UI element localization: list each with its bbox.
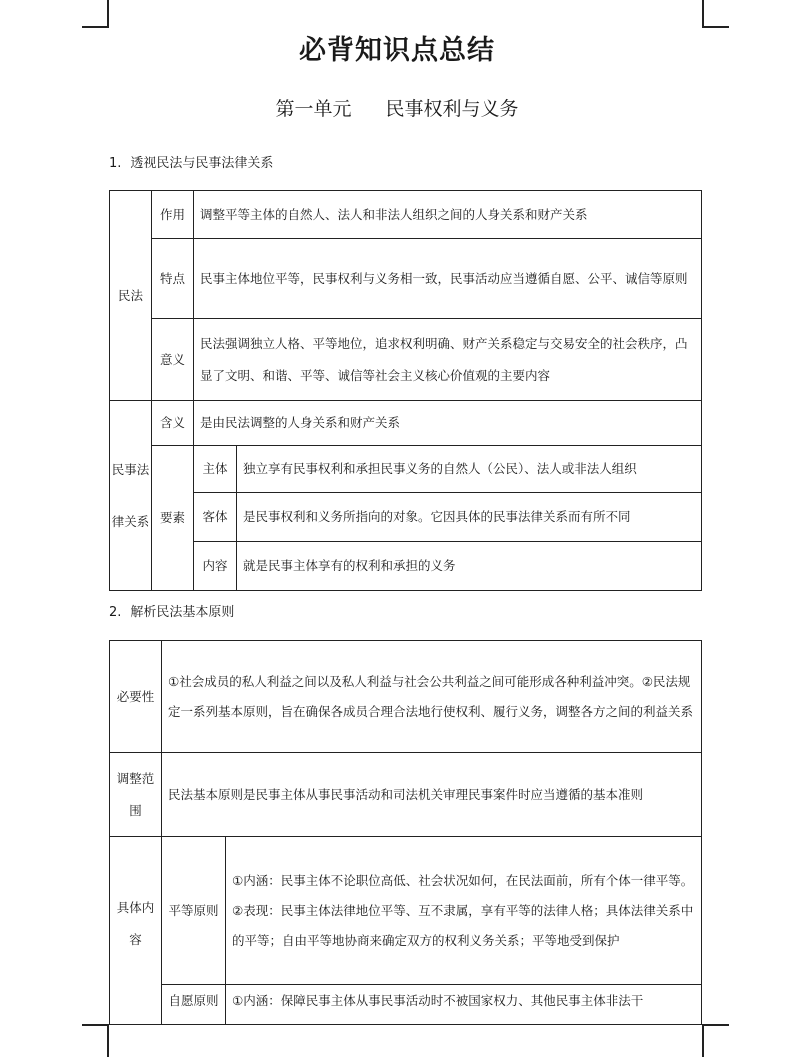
element-text: 就是民事主体享有的权利和承担的义务 (237, 542, 702, 591)
section-title: 解析民法基本原则 (130, 605, 235, 620)
row-text: 是由民法调整的人身关系和财产关系 (194, 401, 702, 446)
civil-law-table (109, 190, 702, 591)
crop-mark-bottom-right-h (702, 1024, 729, 1026)
section-heading-1 (109, 152, 273, 171)
crop-mark-bottom-right-v (702, 1026, 704, 1057)
row-key: 含义 (152, 401, 194, 446)
section-title: 透视民法与民事法律关系 (130, 156, 274, 171)
row-key (110, 753, 162, 837)
civil-principles-table (109, 640, 702, 1025)
section-number: 2. (109, 605, 122, 620)
unit-label: 第一单元 (275, 98, 352, 120)
row-text: 调整平等主体的自然人、法人和非法人组织之间的人身关系和财产关系 (194, 191, 702, 239)
element-text: 独立享有民事权利和承担民事义务的自然人（公民）、法人或非法人组织 (237, 446, 702, 493)
crop-mark-top-right-v (702, 0, 704, 26)
element-text: 是民事权利和义务所指向的对象。它因具体的民事法律关系而有所不同 (237, 493, 702, 542)
principle-text: ①内涵：民事主体不论职位高低、社会状况如何，在民法面前，所有个体一律平等。②表现：民事主体法律地位平等、互不隶属，享有平等的法律人格；具体法律关系中的平等；自由平等地协商来确定双方的权利义务关系；平等地受到保护 (226, 837, 702, 985)
crop-mark-bottom-left-v (107, 1026, 109, 1057)
row-key-elements: 要素 (152, 446, 194, 591)
element-key: 主体 (194, 446, 237, 493)
page-title: 必背知识点总结 (299, 35, 495, 66)
section-heading-2 (109, 601, 234, 620)
principle-name: 平等原则 (162, 837, 226, 985)
row-key: 作用 (152, 191, 194, 239)
element-key: 内容 (194, 542, 237, 591)
label-line: 民事法 (111, 461, 150, 477)
label-line: 律关系 (111, 513, 150, 529)
row-label-minfa: 民法 (110, 191, 152, 401)
row-text: 民法强调独立人格、平等地位，追求权利明确、财产关系稳定与交易安全的社会秩序，凸显了文明、和谐、平等、诚信等社会主义核心价值观的主要内容 (194, 319, 702, 401)
section-number: 1. (109, 156, 122, 171)
unit-heading (0, 94, 794, 121)
row-key: 特点 (152, 239, 194, 319)
row-text: 民法基本原则是民事主体从事民事活动和司法机关审理民事案件时应当遵循的基本准则 (162, 753, 702, 837)
key-line: 容 (129, 932, 142, 947)
key-line: 围 (129, 802, 142, 818)
row-label-relation (110, 401, 152, 591)
row-text: 民事主体地位平等，民事权利与义务相一致，民事活动应当遵循自愿、公平、诚信等原则 (194, 239, 702, 319)
unit-name: 民事权利与义务 (385, 98, 519, 120)
row-text: ①社会成员的私人利益之间以及私人利益与社会公共利益之间可能形成各种利益冲突。②民法规定一系列基本原则，旨在确保各成员合理合法地行使权利、履行义务，调整各方之间的利益关系 (162, 641, 702, 753)
element-key: 客体 (194, 493, 237, 542)
crop-mark-top-left-v (107, 0, 109, 26)
row-key: 意义 (152, 319, 194, 401)
row-key (110, 837, 162, 1025)
key-line: 调整范 (116, 770, 155, 786)
row-key: 必要性 (110, 641, 162, 753)
crop-mark-bottom-left-h (82, 1024, 109, 1026)
key-line: 具体内 (116, 900, 155, 915)
principle-text: ①内涵：保障民事主体从事民事活动时不被国家权力、其他民事主体非法干 (226, 985, 702, 1025)
principle-name: 自愿原则 (162, 985, 226, 1025)
